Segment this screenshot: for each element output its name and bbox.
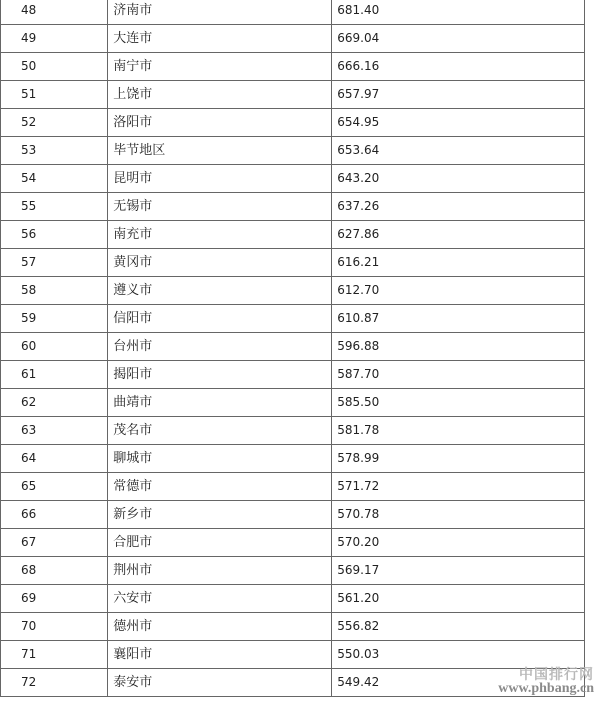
table-row bbox=[1, 445, 585, 473]
table-row bbox=[1, 389, 585, 417]
city-cell: 六安市 bbox=[108, 585, 332, 613]
value-cell: 612.70 bbox=[332, 277, 585, 305]
rank-cell: 48 bbox=[1, 0, 108, 25]
rank-cell: 60 bbox=[1, 333, 108, 361]
rank-cell: 68 bbox=[1, 557, 108, 585]
value-cell: 569.17 bbox=[332, 557, 585, 585]
table-row bbox=[1, 193, 585, 221]
rank-cell: 69 bbox=[1, 585, 108, 613]
city-cell: 济南市 bbox=[108, 0, 332, 25]
city-cell: 曲靖市 bbox=[108, 389, 332, 417]
city-cell: 聊城市 bbox=[108, 445, 332, 473]
table-row bbox=[1, 137, 585, 165]
city-cell: 新乡市 bbox=[108, 501, 332, 529]
city-cell: 无锡市 bbox=[108, 193, 332, 221]
table-row bbox=[1, 305, 585, 333]
value-cell: 571.72 bbox=[332, 473, 585, 501]
table-row bbox=[1, 501, 585, 529]
table-row bbox=[1, 165, 585, 193]
watermark-site-name: 中国排行网 bbox=[519, 666, 594, 683]
rank-cell: 64 bbox=[1, 445, 108, 473]
city-cell: 常德市 bbox=[108, 473, 332, 501]
value-cell: 550.03 bbox=[332, 641, 585, 669]
watermark-url: www.phbang.cn bbox=[498, 681, 594, 697]
rank-cell: 57 bbox=[1, 249, 108, 277]
city-cell: 德州市 bbox=[108, 613, 332, 641]
table-row bbox=[1, 81, 585, 109]
table-row bbox=[1, 25, 585, 53]
city-cell: 毕节地区 bbox=[108, 137, 332, 165]
value-cell: 578.99 bbox=[332, 445, 585, 473]
value-cell: 610.87 bbox=[332, 305, 585, 333]
rank-cell: 65 bbox=[1, 473, 108, 501]
city-cell: 大连市 bbox=[108, 25, 332, 53]
table-row bbox=[1, 109, 585, 137]
rank-cell: 54 bbox=[1, 165, 108, 193]
city-cell: 信阳市 bbox=[108, 305, 332, 333]
city-cell: 黄冈市 bbox=[108, 249, 332, 277]
table-row bbox=[1, 333, 585, 361]
city-cell: 荆州市 bbox=[108, 557, 332, 585]
city-cell: 上饶市 bbox=[108, 81, 332, 109]
rank-cell: 70 bbox=[1, 613, 108, 641]
rank-cell: 62 bbox=[1, 389, 108, 417]
value-cell: 666.16 bbox=[332, 53, 585, 81]
value-cell: 587.70 bbox=[332, 361, 585, 389]
table-row bbox=[1, 585, 585, 613]
value-cell: 596.88 bbox=[332, 333, 585, 361]
city-cell: 洛阳市 bbox=[108, 109, 332, 137]
city-cell: 南充市 bbox=[108, 221, 332, 249]
rank-cell: 52 bbox=[1, 109, 108, 137]
table-row bbox=[1, 0, 585, 25]
ranking-table-body bbox=[1, 0, 585, 697]
value-cell: 616.21 bbox=[332, 249, 585, 277]
value-cell: 570.78 bbox=[332, 501, 585, 529]
table-row bbox=[1, 53, 585, 81]
value-cell: 681.40 bbox=[332, 0, 585, 25]
city-cell: 遵义市 bbox=[108, 277, 332, 305]
city-cell: 南宁市 bbox=[108, 53, 332, 81]
rank-cell: 53 bbox=[1, 137, 108, 165]
value-cell: 570.20 bbox=[332, 529, 585, 557]
table-row bbox=[1, 473, 585, 501]
table-row bbox=[1, 417, 585, 445]
value-cell: 653.64 bbox=[332, 137, 585, 165]
table-row bbox=[1, 221, 585, 249]
rank-cell: 50 bbox=[1, 53, 108, 81]
value-cell: 549.42 bbox=[332, 669, 585, 697]
table-row bbox=[1, 249, 585, 277]
table-row bbox=[1, 361, 585, 389]
city-cell: 揭阳市 bbox=[108, 361, 332, 389]
city-cell: 茂名市 bbox=[108, 417, 332, 445]
city-cell: 合肥市 bbox=[108, 529, 332, 557]
city-cell: 泰安市 bbox=[108, 669, 332, 697]
value-cell: 561.20 bbox=[332, 585, 585, 613]
city-cell: 襄阳市 bbox=[108, 641, 332, 669]
rank-cell: 58 bbox=[1, 277, 108, 305]
value-cell: 669.04 bbox=[332, 25, 585, 53]
rank-cell: 67 bbox=[1, 529, 108, 557]
table-row bbox=[1, 641, 585, 669]
rank-cell: 59 bbox=[1, 305, 108, 333]
city-cell: 台州市 bbox=[108, 333, 332, 361]
value-cell: 657.97 bbox=[332, 81, 585, 109]
rank-cell: 71 bbox=[1, 641, 108, 669]
value-cell: 585.50 bbox=[332, 389, 585, 417]
rank-cell: 49 bbox=[1, 25, 108, 53]
rank-cell: 63 bbox=[1, 417, 108, 445]
rank-cell: 55 bbox=[1, 193, 108, 221]
value-cell: 654.95 bbox=[332, 109, 585, 137]
table-row bbox=[1, 557, 585, 585]
rank-cell: 61 bbox=[1, 361, 108, 389]
value-cell: 643.20 bbox=[332, 165, 585, 193]
rank-cell: 72 bbox=[1, 669, 108, 697]
table-row bbox=[1, 277, 585, 305]
city-cell: 昆明市 bbox=[108, 165, 332, 193]
rank-cell: 66 bbox=[1, 501, 108, 529]
value-cell: 627.86 bbox=[332, 221, 585, 249]
rank-cell: 51 bbox=[1, 81, 108, 109]
value-cell: 637.26 bbox=[332, 193, 585, 221]
rank-cell: 56 bbox=[1, 221, 108, 249]
table-row bbox=[1, 529, 585, 557]
value-cell: 556.82 bbox=[332, 613, 585, 641]
value-cell: 581.78 bbox=[332, 417, 585, 445]
table-row bbox=[1, 613, 585, 641]
table-row bbox=[1, 669, 585, 697]
